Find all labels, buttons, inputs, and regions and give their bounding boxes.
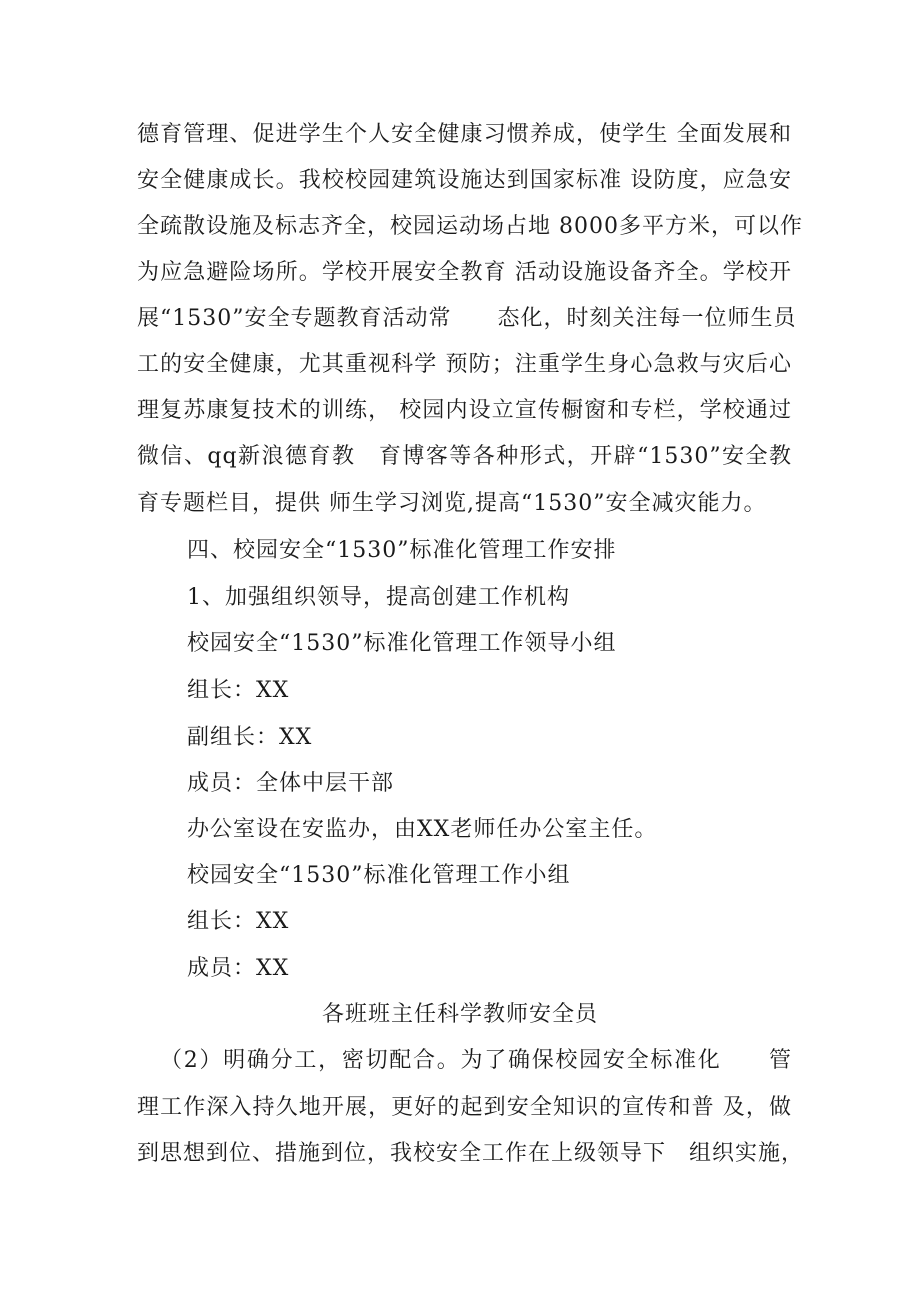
paragraph-1-line-7: 理复苏康复技术的训练， 校园内设立宣传橱窗和专栏，学校通过: [137, 398, 792, 423]
paragraph-1-line-8: 微信、qq新浪德育教 育博客等各种形式，开辟“1530”安全教: [137, 444, 792, 469]
leadership-group-members: 成员：全体中层干部: [187, 771, 395, 796]
leadership-group-title: 校园安全“1530”标准化管理工作领导小组: [187, 631, 617, 656]
paragraph-1-line-2: 安全健康成长。我校校园建筑设施达到国家标准 设防度，应急安: [137, 168, 792, 193]
leadership-group-office: 办公室设在安监办，由XX老师任办公室主任。: [187, 817, 658, 842]
safety-staff-line: 各班班主任科学教师安全员: [321, 1002, 598, 1027]
paragraph-2-line-1: （2）明确分工，密切配合。为了确保校园安全标准化 管: [160, 1048, 792, 1073]
paragraph-1-line-6: 工的安全健康，尤其重视科学 预防；注重学生身心急救与灾后心: [137, 352, 792, 377]
paragraph-1-line-5: 展“1530”安全专题教育活动常 态化，时刻关注每一位师生员: [137, 306, 797, 331]
work-group-title: 校园安全“1530”标准化管理工作小组: [187, 863, 571, 888]
leadership-group-deputy: 副组长：XX: [187, 725, 313, 750]
paragraph-1-line-3: 全疏散设施及标志齐全，校园运动场占地 8000多平方米，可以作: [137, 214, 803, 239]
paragraph-1-line-9: 育专题栏目，提供 师生学习浏览,提高“1530”安全减灾能力。: [137, 491, 767, 516]
paragraph-2-line-2: 理工作深入持久地开展，更好的起到安全知识的宣传和普 及，做: [137, 1095, 792, 1120]
paragraph-1-line-1: 德育管理、促进学生个人安全健康习惯养成，使学生 全面发展和: [137, 122, 792, 147]
subheading-organization: 1、加强组织领导，提高创建工作机构: [187, 585, 570, 610]
paragraph-2-line-3: 到思想到位、措施到位，我校安全工作在上级领导下 组织实施，: [137, 1141, 805, 1166]
work-group-leader: 组长：XX: [187, 909, 290, 934]
paragraph-1-line-4: 为应急避险场所。学校开展安全教育 活动设施设备齐全。学校开: [137, 260, 792, 285]
work-group-members: 成员：XX: [187, 956, 290, 981]
leadership-group-leader: 组长：XX: [187, 678, 290, 703]
section-heading: 四、校园安全“1530”标准化管理工作安排: [187, 538, 617, 563]
